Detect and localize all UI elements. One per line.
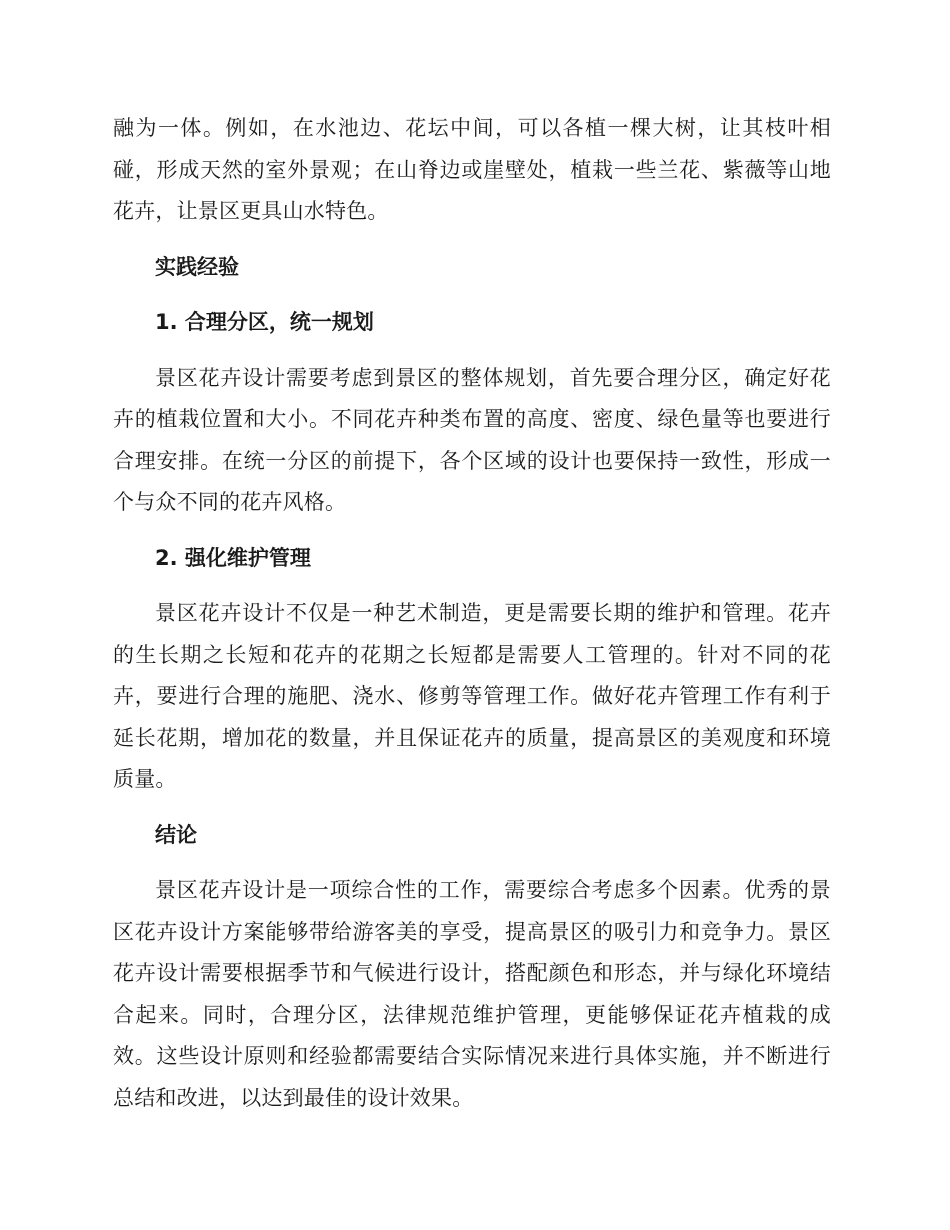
paragraph-conclusion: 景区花卉设计是一项综合性的工作，需要综合考虑多个因素。优秀的景区花卉设计方案能够带给游客美的享受，提高景区的吸引力和竞争力。景区花卉设计需要根据季节和气候进行设计，搭配颜色和形态，并与绿化环境结合起来。同时，合理分区，法律规范维护管理，更能够保证花卉植栽的成效。这些设计原则和经验都需要结合实际情况来进行具体实施，并不断进行总结和改进，以达到最佳的设计效果。	[113, 878, 831, 1110]
paragraph-maintenance: 景区花卉设计不仅是一种艺术制造，更是需要长期的维护和管理。花卉的生长期之长短和花卉的花期之长短都是需要人工管理的。针对不同的花卉，要进行合理的施肥、浇水、修剪等管理工作。做好花卉管理工作有利于延长花期，增加花的数量，并且保证花卉的质量，提高景区的美观度和环境质量。	[113, 601, 831, 791]
continuation-paragraph: 融为一体。例如，在水池边、花坛中间，可以各植一棵大树，让其枝叶相碰，形成天然的室外景观；在山脊边或崖壁处，植栽一些兰花、紫薇等山地花卉，让景区更具山水特色。	[113, 116, 831, 223]
subsection-heading-maintenance: 2. 强化维护管理	[155, 545, 311, 570]
document-page	[113, 108, 831, 1119]
section-heading-conclusion: 结论	[155, 822, 197, 847]
paragraph-zoning: 景区花卉设计需要考虑到景区的整体规划，首先要合理分区，确定好花卉的植栽位置和大小。不同花卉种类布置的高度、密度、绿色量等也要进行合理安排。在统一分区的前提下，各个区域的设计也要保持一致性，形成一个与众不同的花卉风格。	[113, 365, 831, 514]
section-heading-practice: 实践经验	[155, 254, 239, 279]
subsection-heading-zoning: 1. 合理分区，统一规划	[155, 310, 374, 334]
